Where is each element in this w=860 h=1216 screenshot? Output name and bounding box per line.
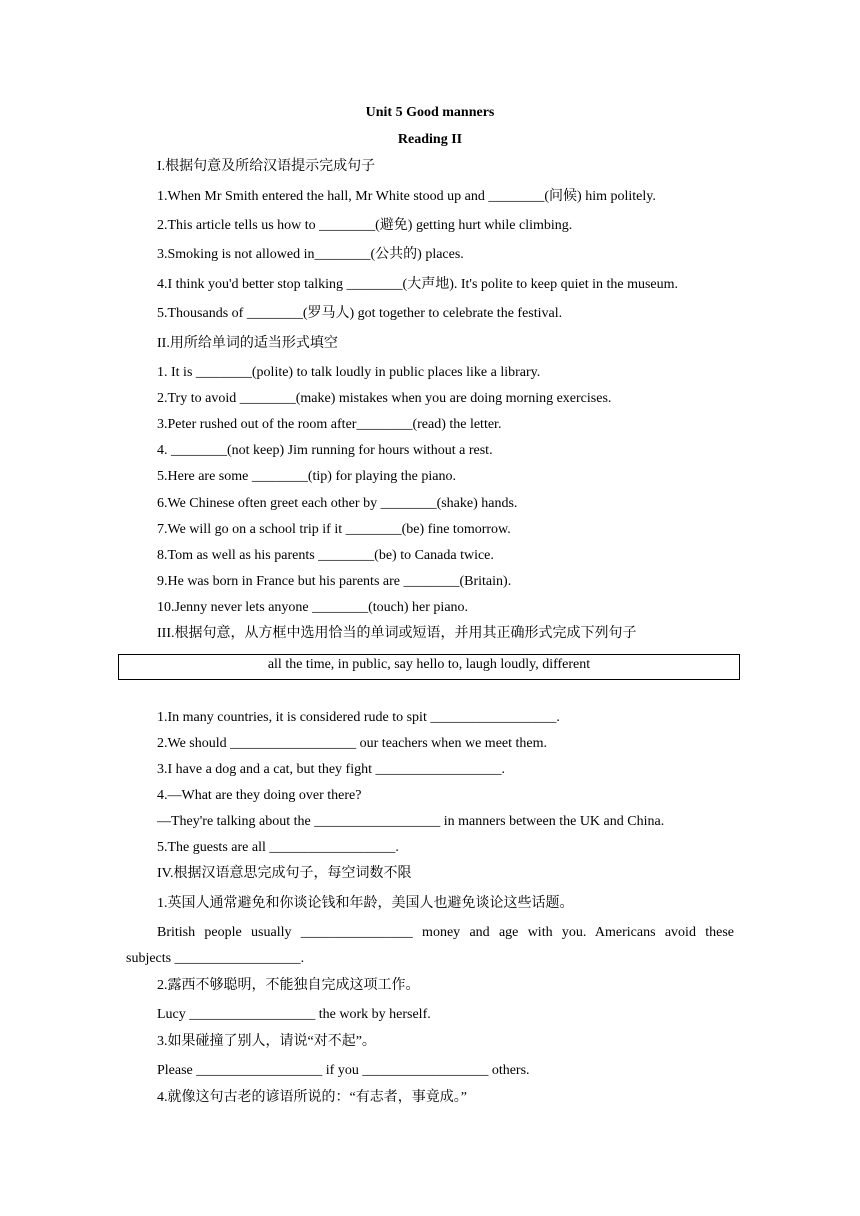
- page-subtitle: Reading II: [397, 132, 463, 147]
- section4-q4-cn: 4.就像这句古老的谚语所说的：“有志者，事竟成。”: [157, 1090, 467, 1105]
- section1-item: 2.This article tells us how to ________(避免) getting hurt while climbing.: [157, 218, 573, 233]
- section1-item: 4.I think you'd better stop talking ________(大声地). It's polite to keep quiet in the museum.: [157, 277, 679, 292]
- section4-q1-cn: 1.英国人通常避免和你谈论钱和年龄，美国人也避免谈论这些话题。: [157, 896, 574, 911]
- section3-item: 4.—What are they doing over there?: [157, 788, 362, 803]
- section4-q1-en-cont: subjects __________________.: [126, 951, 305, 966]
- word-box-text: all the time, in public, say hello to, laugh loudly, different: [267, 657, 591, 672]
- section4-heading: IV.根据汉语意思完成句子，每空词数不限: [157, 866, 412, 881]
- section1-item: 3.Smoking is not allowed in________(公共的) places.: [157, 247, 464, 262]
- section1-heading: I.根据句意及所给汉语提示完成句子: [157, 159, 376, 174]
- section2-item: 7.We will go on a school trip if it ________(be) fine tomorrow.: [157, 522, 511, 537]
- word-box: [118, 654, 740, 680]
- section1-item: 1.When Mr Smith entered the hall, Mr White stood up and ________(问候) him politely.: [157, 189, 656, 204]
- section2-item: 5.Here are some ________(tip) for playing the piano.: [157, 469, 456, 484]
- section2-item: 9.He was born in France but his parents are ________(Britain).: [157, 574, 512, 589]
- section2-item: 1. It is ________(polite) to talk loudly in public places like a library.: [157, 365, 541, 380]
- section2-item: 10.Jenny never lets anyone ________(touch) her piano.: [157, 600, 469, 615]
- section2-heading: II.用所给单词的适当形式填空: [157, 336, 338, 351]
- section2-item: 6.We Chinese often greet each other by ________(shake) hands.: [157, 496, 518, 511]
- section3-item: 5.The guests are all __________________.: [157, 840, 399, 855]
- section3-item: 2.We should __________________ our teachers when we meet them.: [157, 736, 548, 751]
- section4-q2-cn: 2.露西不够聪明，不能独自完成这项工作。: [157, 978, 420, 993]
- section4-q3-cn: 3.如果碰撞了别人，请说“对不起”。: [157, 1034, 376, 1049]
- section1-item: 5.Thousands of ________(罗马人) got together to celebrate the festival.: [157, 306, 563, 321]
- section2-item: 2.Try to avoid ________(make) mistakes when you are doing morning exercises.: [157, 391, 612, 406]
- section2-item: 8.Tom as well as his parents ________(be) to Canada twice.: [157, 548, 494, 563]
- section3-item: 3.I have a dog and a cat, but they fight __________________.: [157, 762, 505, 777]
- page-title: Unit 5 Good manners: [365, 105, 495, 120]
- section4-q2-en: Lucy __________________ the work by herself.: [157, 1007, 431, 1022]
- section3-heading: III.根据句意，从方框中选用恰当的单词或短语，并用其正确形式完成下列句子: [157, 626, 637, 641]
- section4-q1-en: British people usually ________________ money and age with you. Americans avoid these: [157, 925, 734, 940]
- section3-item: —They're talking about the __________________ in manners between the UK and China.: [157, 814, 665, 829]
- section3-item: 1.In many countries, it is considered rude to spit __________________.: [157, 710, 560, 725]
- section2-item: 4. ________(not keep) Jim running for hours without a rest.: [157, 443, 493, 458]
- section4-q3-en: Please __________________ if you __________________ others.: [157, 1063, 530, 1078]
- section2-item: 3.Peter rushed out of the room after________(read) the letter.: [157, 417, 502, 432]
